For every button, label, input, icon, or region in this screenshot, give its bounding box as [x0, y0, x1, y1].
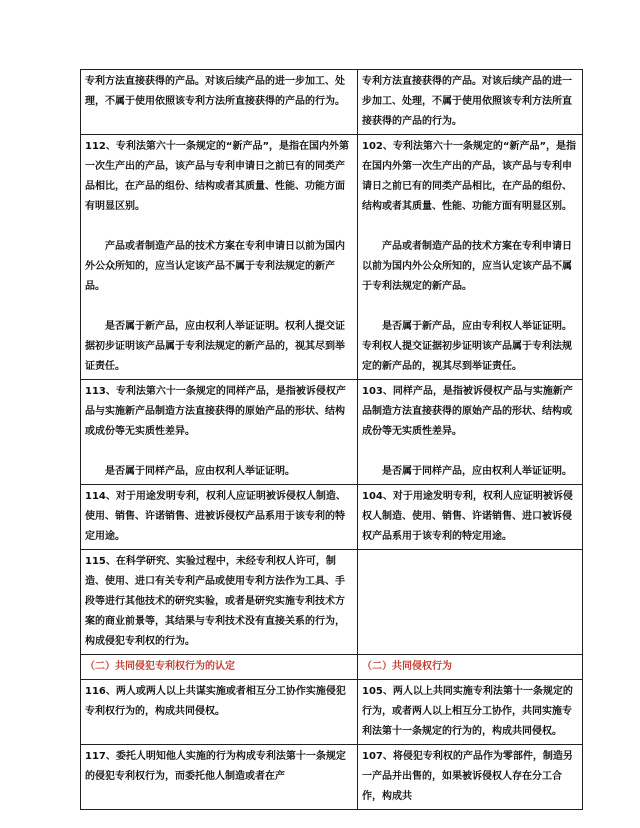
- clause-paragraph: 114、对于用途发明专利，权利人应证明被诉侵权人制造、使用、销售、许诺销售、进被诉侵权产品系用于该专利的特定用途。: [85, 491, 346, 542]
- table-row: [81, 680, 583, 745]
- cell-final-text: [358, 680, 583, 745]
- cell-final-text: [358, 70, 583, 135]
- cell-draft-text: [81, 745, 358, 810]
- comparison-table: [80, 69, 583, 810]
- table-row: [81, 485, 583, 550]
- clause-paragraph: 102、专利法第六十一条规定的“新产品”，是指在国内外第一次生产出的产品，该产品与专利申请日之前已有的同类产品相比，在产品的组份、结构或者其质量、性能、功能方面有明显区别。: [362, 141, 577, 212]
- cell-final-text: [358, 655, 583, 680]
- cell-draft-text: [81, 680, 358, 745]
- clause-paragraph: 是否属于新产品，应由权利人举证证明。权利人提交证据初步证明该产品属于专利法规定的新产品的，视其尽到举证责任。: [85, 321, 345, 372]
- cell-draft-text: [81, 70, 358, 135]
- cell-final-text: [358, 485, 583, 550]
- cell-final-text: [358, 550, 583, 655]
- clause-paragraph: 103、同样产品，是指被诉侵权产品与实施新产品制造方法直接获得的原始产品的形状、结构或成份等无实质性差异。: [362, 386, 573, 437]
- clause-paragraph: 112、专利法第六十一条规定的“新产品”，是指在国内外第一次生产出的产品，该产品与专利申请日之前已有的同类产品相比，在产品的组份、结构或者其质量、性能、功能方面有明显区别。: [85, 141, 350, 212]
- clause-paragraph: 115、在科学研究、实验过程中，未经专利权人许可，制造、使用、进口有关专利产品或使用专利方法作为工具、手段等进行其他技术的研究实验，或者是研究实施专利技术方案的商业前景等，其结果与专利技术没有直接关系的行为，构成侵犯专利权的行为。: [85, 556, 345, 647]
- cell-draft-text: [81, 135, 358, 380]
- clause-paragraph: 是否属于同样产品，应由权利人举证证明。: [382, 466, 572, 477]
- cell-final-text: [358, 135, 583, 380]
- clause-paragraph: 专利方法直接获得的产品。对该后续产品的进一步加工、处理，不属于使用依照该专利方法所直接获得的产品的行为。: [85, 76, 345, 107]
- clause-paragraph: 专利方法直接获得的产品。对该后续产品的进一步加工、处理，不属于使用依照该专利方法所直接获得的产品的行为。: [362, 76, 572, 127]
- table-row: [81, 550, 583, 655]
- cell-draft-text: [81, 550, 358, 655]
- clause-paragraph: （二）共同侵犯专利权行为的认定: [85, 661, 235, 672]
- clause-paragraph: （二）共同侵权行为: [362, 661, 452, 672]
- table-row: [81, 380, 583, 485]
- clause-paragraph: 产品或者制造产品的技术方案在专利申请日以前为国内外公众所知的，应当认定该产品不属于专利法规定的新产品。: [362, 241, 572, 292]
- clause-paragraph: 116、两人或两人以上共谋实施或者相互分工协作实施侵犯专利权行为的，构成共同侵权。: [85, 686, 346, 717]
- table-row: [81, 70, 583, 135]
- cell-final-text: [358, 745, 583, 810]
- section-heading-row: [81, 655, 583, 680]
- clause-paragraph: 113、专利法第六十一条规定的同样产品，是指被诉侵权产品与实施新产品制造方法直接获得的原始产品的形状、结构或成份等无实质性差异。: [85, 386, 346, 437]
- clause-paragraph: 是否属于新产品，应由专利权人举证证明。专利权人提交证据初步证明该产品属于专利法规定的新产品的，视其尽到举证责任。: [362, 321, 572, 372]
- clause-paragraph: 产品或者制造产品的技术方案在专利申请日以前为国内外公众所知的，应当认定该产品不属于专利法规定的新产品。: [85, 241, 345, 292]
- cell-draft-text: [81, 485, 358, 550]
- clause-paragraph: 117、委托人明知他人实施的行为构成专利法第十一条规定的侵犯专利权行为，而委托他人制造或者在产: [85, 751, 346, 782]
- clause-paragraph: 105、两人以上共同实施专利法第十一条规定的行为，或者两人以上相互分工协作，共同实施专利法第十一条规定的行为的，构成共同侵权。: [362, 686, 573, 737]
- cell-draft-text: [81, 380, 358, 485]
- clause-paragraph: 104、对于用途发明专利，权利人应证明被诉侵权人制造、使用、销售、许诺销售、进口被诉侵权产品系用于该专利的特定用途。: [362, 491, 573, 542]
- table-row: [81, 135, 583, 380]
- table-body: [81, 70, 583, 810]
- cell-final-text: [358, 380, 583, 485]
- clause-paragraph: 是否属于同样产品，应由权利人举证证明。: [105, 466, 295, 477]
- table-row: [81, 745, 583, 810]
- clause-paragraph: 107、将侵犯专利权的产品作为零部件，制造另一产品并出售的，如果被诉侵权人存在分工合作，构成共: [362, 751, 573, 802]
- cell-draft-text: [81, 655, 358, 680]
